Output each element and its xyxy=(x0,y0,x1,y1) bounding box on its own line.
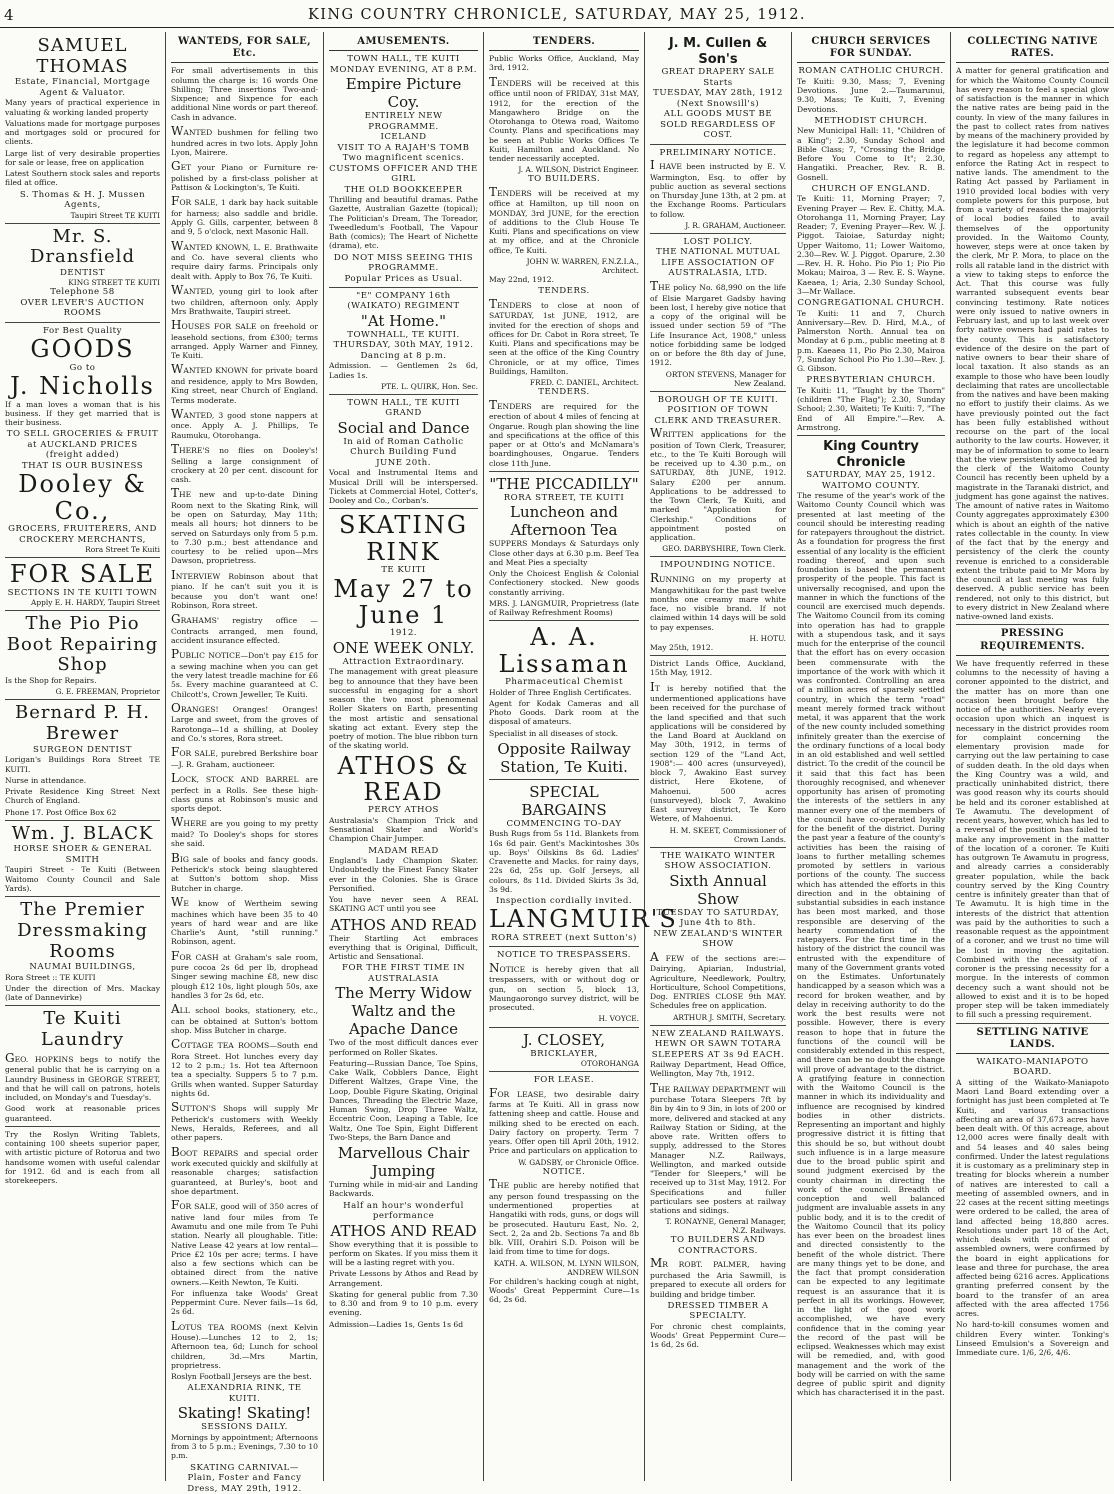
signature: FRED. C. DANIEL, Architect. xyxy=(529,378,639,388)
column-rule xyxy=(329,287,478,288)
advertisement: WRITTEN applications for the position of Town Clerk, Treasurer, etc., to the Te Kuiti Borough will be received up to 4.30 p.m., on SATURDAY, 8th JUNE, 1912. Salary £200 per annum. Applications to be addressed to the Town Clerk, Te Kuiti, and marked "Application for Clerkship." Conditions of appointment posted on application. xyxy=(650,426,786,543)
subheading: Estate, Financial, Mortgage Agent & Valuator. xyxy=(14,77,151,98)
column-rule xyxy=(5,223,160,224)
signature: W. GADSBY, or Chronicle Office. xyxy=(518,1157,639,1167)
advertisement: BOOT REPAIRS and special order work executed quickly and skilfully at reasonable charges; satisfaction guaranteed, at Burley's, boot and shoe department. xyxy=(171,1144,318,1196)
advertisement: WANTED, young girl to look after two children, afternoon only. Apply Mrs Brathwaite, Taupiri street. xyxy=(171,282,318,316)
paragraph: Vocal and Instrumental Items and Musical Drill will be interspersed. Tickets at Commercial Hotel, Cotter's, Dooley and Co., Corban's. xyxy=(329,468,478,506)
subheading: ALEXANDRIA RINK, TE KUITI. xyxy=(187,1383,302,1404)
display-line: "At Home." xyxy=(360,311,447,330)
subheading: LOST POLICY. xyxy=(683,236,753,247)
column-rule xyxy=(329,508,478,509)
signature: KATH. A. WILSON, M. LYNN WILSON, ANDREW WILSON xyxy=(493,1258,639,1277)
paragraph: Taupiri Street - Te Kuiti (Between Waitomo County Council and Sale Yards). xyxy=(5,865,160,893)
ad-headline: Boot Repairing Shop xyxy=(6,633,159,676)
advertisement: FOR LEASE, two desirable dairy farms at Te Kuiti. All in grass now fattening sheep and cattle. House and milking shed to be erected on each. Dairy factory on property. Term 7 years. Offer open till April 20th, 1912. Price and particulars on application to xyxy=(489,1085,639,1156)
paragraph: Te Kuiti: 11, Morning Prayer; 7, Evening Prayer — Rev. E. Chitty, M.A. Otorohanga 11, Morning Prayer, Lay Reader; 7, Evening Prayer—Rev. W. J. Piggot. Taioiae, Saturday night; Upper Waitomo, 11; Lower Waitomo, 2.30—Rev. W. J. Piggot. Oparure, 2.30—Rev. H. R. Hoho. Pio Pio 1; Pio Pio Mokau; Mairoa, 3 — Rev. E. S. Wayne. Kaeaea, 1; Aria, 2.30 Sunday School, 3—Mr Wallace. xyxy=(797,194,945,296)
display-headline: FOR SALE xyxy=(9,560,156,589)
subheading: CONGREGATIONAL CHURCH. xyxy=(797,298,945,309)
subheading: Inspection cordially invited. xyxy=(495,896,633,906)
subheading: (Next Snowsill's) xyxy=(676,98,760,109)
paragraph: Two of the most difficult dances ever performed on Roller Skates. xyxy=(329,1038,478,1057)
column-rule xyxy=(650,1025,786,1026)
signature: Taupiri Street TE KUITI xyxy=(70,210,160,220)
signature: T. RONAYNE, General Manager, N.Z. Railways. xyxy=(665,1217,786,1236)
display-line: Skating! Skating! xyxy=(177,1404,312,1423)
newspaper-columns xyxy=(0,32,1114,1494)
subheading: PERCY ATHOS xyxy=(368,805,439,816)
signature: PTE. L. QUIRK, Hon. Sec. xyxy=(381,381,478,391)
advertisement: RUNNING on my property at Mangawhitikau for the past twelve months one creamy mare white face, no visible brand. If not claimed within 14 days will be sold to pay expenses. xyxy=(650,570,786,632)
masthead xyxy=(0,0,1114,28)
section-heading: TENDERS. xyxy=(489,36,639,51)
signature: J. R. GRAHAM, Auctioneer. xyxy=(685,220,786,230)
paragraph: May 22nd, 1912. xyxy=(489,275,554,285)
page-number: 4 xyxy=(4,6,14,24)
paragraph: Is the Shop for Repairs. xyxy=(5,676,97,686)
paragraph: For influenza take Woods' Great Peppermint Cure. Never fails—1s 6d, 2s 6d. xyxy=(171,1288,318,1317)
subheading: WAIKATO-MANIAPOTO BOARD. xyxy=(976,1056,1089,1078)
signature: H. VOYCE. xyxy=(598,1014,639,1024)
paragraph: Te Kuiti: 9.30, Mass; 7, Evening Devotions. June 2.—Taumarunui, 9.30, Mass; Te Kuiti, 7, Evening Devotions. xyxy=(797,76,945,114)
advertisement: WANTED KNOWN, L. E. Brathwaite and Co. have several clients who require dairy farms. Principals only dealt with. Apply to Box 76, Te Kuiti. xyxy=(171,238,318,281)
column-1 xyxy=(0,32,166,1481)
column-2 xyxy=(166,32,324,1494)
subheading: GRAND xyxy=(385,408,422,419)
paragraph: Featuring—Russian Dance, Toe Spins, Cake Walk, Cobblers Dance, Eight Different Waltzes, Grape Vine, the Loop, Double Figure Skating, Original Dances, Threading the Electric Maze, Human Swing, Drop Three Waltz, Eccentric Coon, Leaping a Table, Ice Waltz, One Toe Spin, Eight Different Two-Steps, the Barn Dance and xyxy=(329,1058,478,1142)
signature: G. E. FREEMAN, Proprietor xyxy=(55,687,160,697)
display-headline: SKATING RINK xyxy=(338,511,469,566)
advertisement: GRAHAMS' registry office — Contracts arranged, men found, accident insurance effected. xyxy=(171,612,318,645)
column-rule xyxy=(650,556,786,557)
display-headline: Dooley & Co., xyxy=(18,470,147,525)
paragraph: We have frequently referred in these columns to the necessity of having a coroner appointed to the district, and the matter has on more than one occasion been brought before the notice of the authorities. Nearly every occasion upon which an inquest is necessary in the district provides room for complaint concerning the elementary provision made for carrying out the law pertaining to case of sudden death. In the old days when the King Country was a wild, and practically uninhabited district, there was good reason why its courts should be held and its coroner established at Te Awamutu. The development of recent years, however, which has led to a reversal of the position has failed to make any improvement in the matter of the location of a coroner. Te Kuiti has outgrown Te Awamutu in progress, and already carries a considerably greater population, while the back country served by the King Country centre is infinitely greater than that of Te Awamutu. It is high time in the interests of the district that attention was paid by the authorities to such a reasonable request as the appointment of a coroner, and we trust no time will be lost in moving the agitation. Combined with the necessity of a coroner is the pressing necessity for a morgue. In the interests of common decency such a want should not be allowed to exist and it is to be hoped proper step will be taken immediately to fill such a pressing requirement. xyxy=(956,658,1109,1020)
subheading: THAT IS OUR BUSINESS xyxy=(21,460,144,471)
advertisement: LOCK, STOCK AND BARREL are perfect in a Rolls. See these high-class guns at Robinson's music and sports depot. xyxy=(171,771,318,814)
subheading: "E" COMPANY 16th (WAIKATO) REGIMENT xyxy=(347,290,460,312)
advertisement: THERE'S no flies on Dooley's! Selling a large consignment of crockery at 20 per cent. discount for cash. xyxy=(171,441,318,484)
column-rule xyxy=(489,1027,639,1028)
subheading: TUESDAY TO SATURDAY, June 4th to 8th. xyxy=(656,907,780,929)
subheading: COMMENCING TO-DAY xyxy=(506,818,622,829)
paragraph: Skating for general public from 7.30 to 8.30 and from 9 to 10 p.m. every evening. xyxy=(329,1289,478,1318)
section-heading: AMUSEMENTS. xyxy=(329,36,478,51)
subheading: MONDAY EVENING, AT 8 P.M. xyxy=(330,64,477,75)
paragraph: Show everything that it is possible to perform on Skates. If you miss them it will be a lasting regret with you. xyxy=(329,1239,478,1268)
column-rule xyxy=(489,1071,639,1072)
subheading: Plain, Foster and Fancy Dress, MAY 29th, 1912. xyxy=(187,1473,302,1494)
display-line: Empire Picture Coy. xyxy=(345,75,462,112)
paragraph: Large list of very desirable properties for sale or lease, free on application xyxy=(5,148,160,167)
advertisement: IT is hereby notified that the undermentioned applications have been received for the purchase of the land specified and that such applications will be considered by the Land Board at Auckland on May 30th, 1912, in terms of section 129 of the "Land Act, 1908":— 400 acres (unsurveyed), block 7, Awakino East survey district, Here Ekotene, of Mahoenui. 500 acres (unsurveyed), block 7, Awakino East survey district, Te Koro Wetere, of Mahoenui. xyxy=(650,679,786,824)
subheading: HORSE SHOER & GENERAL SMITH xyxy=(13,844,152,865)
subheading: RORA STREET, TE KUITI xyxy=(503,492,625,503)
section-heading: PRESSING REQUIREMENTS. xyxy=(956,628,1109,655)
paragraph: SUPPERS Mondays & Saturdays only Close other days at 6.30 p.m. Beef Tea and Meat Pies a specialty xyxy=(489,539,639,567)
column-rule xyxy=(5,557,160,558)
subheading: SECTIONS IN TE KUITI TOWN xyxy=(7,587,158,598)
advertisement: TENDERS will be received at this office until noon of FRIDAY, 31st MAY, 1912, for the erection of the Mangawhero Bridge on the Otorohanga to Otewa road, Waitomo County. Plans and specifications may be seen at Public Works Offices Te Kuiti, Hamilton and Auckland. No tender necessarily accepted. xyxy=(489,74,639,164)
column-4 xyxy=(484,32,678,1481)
column-rule xyxy=(797,435,945,436)
signature: H. HOTU. xyxy=(749,633,786,643)
subheading: Go to xyxy=(69,362,96,373)
advertisement: BIG sale of books and fancy goods. Petherick's stock being slaughtered at Sutton's bottom shop. Miss Butcher in charge. xyxy=(171,850,318,893)
paragraph: Only the Choicest English & Colonial Confectionery stocked. New goods constantly arriving. xyxy=(489,569,639,597)
subheading: TUESDAY, MAY 28th, 1912 xyxy=(653,88,783,99)
advertisement: NOTICE is hereby given that all trespassers, with or without dog or gun, on section 5, block 13, Maungaorongo survey district, will be prosecuted. xyxy=(489,960,639,1013)
subheading: CUSTOMS OFFICER AND THE GIRL xyxy=(329,163,478,185)
display-headline: May 27 to June 1 xyxy=(333,574,474,630)
paragraph: For children's hacking cough at night, Woods' Great Peppermint Cure—1s 6d, 2s 6d. xyxy=(489,1276,639,1305)
paragraph: Private Lessons by Athos and Read by Arrangement. xyxy=(329,1269,478,1288)
column-rule xyxy=(5,699,160,700)
column-rule xyxy=(650,847,786,848)
signature: ARTHUR J. SMITH, Secretary. xyxy=(673,1012,786,1022)
subheading: NOTICE TO TRESPASSERS. xyxy=(496,950,632,961)
subheading: WAITOMO COUNTY. xyxy=(821,480,921,491)
advertisement: FOR CASH at Graham's sale room, pure cocoa 2s 6d per lb, drophead Singer sewing machine £8, new disc plough £12 10s, light plough 50s, axe handles 3 for 2s 6d, etc. xyxy=(171,948,318,1000)
paragraph: Agent for Kodak Cameras and all Photo Goods. Dark room at the disposal of amateurs. xyxy=(489,698,639,727)
paragraph: Valuations made for mortgage purposes and mortgages sold or procured for clients. xyxy=(5,118,160,147)
subheading: PRELIMINARY NOTICE. xyxy=(659,147,777,158)
display-headline: LANGMUIR'S xyxy=(489,905,678,934)
paragraph: Rora Street :: TE KUITI xyxy=(5,972,96,982)
subheading: CHURCH OF ENGLAND. xyxy=(811,183,931,194)
paragraph: Holder of Three English Certificates. xyxy=(489,687,632,697)
column-rule xyxy=(956,1023,1109,1024)
advertisement: LOTUS TEA ROOMS (next Kelvin House).—Lunches 12 to 2, 1s; Afternoon tea, 6d; Lunch for school children, 3d.—Mrs Martin, proprietress. xyxy=(171,1318,318,1370)
signature: Rora Street Te Kuiti xyxy=(85,545,160,555)
subheading: ALL GOODS MUST BE SOLD REGARDLESS OF COST. xyxy=(660,109,776,141)
subheading: METHODIST CHURCH. xyxy=(814,115,928,126)
subheading: ROMAN CATHOLIC CHURCH. xyxy=(798,66,944,77)
subheading: THE NATIONAL MUTUAL LIFE ASSOCIATION OF AUSTRALASIA, LTD. xyxy=(656,247,780,279)
advertisement: THE RAILWAY DEPARTMENT will purchase Totara Sleepers 7ft by 8in by 4in to 9 3in, in lots of 200 or more, delivered and stacked at any Railway Station or Siding, at the above rate. Written offers to supply, addressed to the Stores Manager N.Z. Railways, Wellington, and marked outside "Tender for Sleepers," will be received up to 31st May, 1912. For Specifications and fuller particulars see posters at railway stations and sidings. xyxy=(650,1080,786,1216)
paragraph: For small advertisements in this column the charge is: 16 words One Shilling; Three insertions Two-and-Sixpence; and Sixpence for each additional Nine words or part thereof. Cash in advance. xyxy=(171,66,318,122)
subheading: S. Thomas & H. J. Mussen Agents, xyxy=(19,189,146,211)
column-rule xyxy=(956,624,1109,625)
advertisement: THE public are hereby notified that any person found trespassing on the undermentioned properties at Hangatiki with rods, guns, or dogs will be prosecuted. Hauturu East, No. 2, Sect. 2, 2a and 2b. Sections 7a and 8b blk. VIII, Orahiri S.D. Poison will be laid from time to time for dogs. xyxy=(489,1177,639,1257)
display-line: Marvellous Chair Jumping xyxy=(337,1144,470,1181)
paragraph: Lorigan's Buildings Rora Street TE KUITI. xyxy=(5,755,160,774)
subheading: SKATING CARNIVAL— xyxy=(190,1462,299,1473)
advertisement: I HAVE been instructed by E. V. Warmington, Esq. to offer by public auction as several sections on Thursday June 13th, at 2 pm. at the Exchange Rooms. Particulars to follow. xyxy=(650,158,786,219)
paragraph: If a man loves a woman that is his business. If they get married that is their business. xyxy=(5,399,160,428)
column-rule xyxy=(650,144,786,145)
paragraph: Specialist in all diseases of stock. xyxy=(489,728,619,738)
paragraph: A matter for general gratification and for which the Waitomo County Council has every reason to feel a special glow of satisfaction is the manner in which the native rates are being paid in the county. In view of the many failures in the past to collect rates from natives by means of the machinery provided by the legislature it had become common to regard as hopeless any attempt to enforce the Rating Act in respect to native lands. The amendment to the Rating Act passed by Parliament in 1910 provided local bodies with very complete powers for this purpose, but from a variety of reasons the majority of local bodies failed to avail themselves of the opportunity provided. In the Waitomo County, however, steps were at once taken by the clerk, Mr P. Mora, to place on the rolls all ratable land in the district with a view to taking steps to enforce the Act. That this course was fully warranted subsequent events bear convincing testimony. Rate notices were only issued to native owners in February last, and up to last week over forty native owners had paid rates to the county. This is satisfactory evidence of the desire on the part of native owners to bear their share of local taxation. It also stands as an example to those who have been loudly declaiming that rates are uncollectable from the natives and have been making no effort to justify their claims. As we have previously pointed out the fact has been fully established without recourse on the part of the local authority to the law courts. However, it may be of information to some to learn that the view persistently advocated by the clerk of the Waitomo County Council has recently been upheld by a magistrate in the Taranaki district, and judgment has gone against the natives. The amount of native rates in Waitomo County aggregates approximately £300 which is about an eighth of the native rates collectable in the county. In view of the fact that by the energy and persistency of the clerk the county revenue is enriched to a considerable extent the tribute paid to Mr Mora by the council at last meeting was fully deserved. A public service has been rendered, not only to this district, but to every district in New Zealand where native-owned land exists. xyxy=(956,66,1109,622)
section-heading: CHURCH SERVICES FOR SUNDAY. xyxy=(797,36,945,63)
signature: KING STREET TE KUITI xyxy=(68,278,160,288)
section-heading: COLLECTING NATIVE RATES. xyxy=(956,36,1109,63)
display-headline: J. Nicholls xyxy=(10,372,155,401)
column-rule xyxy=(5,896,160,897)
subheading: GREAT DRAPERY SALE xyxy=(661,67,775,78)
display-line: ATHOS AND READ xyxy=(330,1221,477,1240)
subheading: BRICKLAYER, xyxy=(530,1048,598,1059)
column-3 xyxy=(324,32,484,1481)
subheading: POSITION OF TOWN CLERK AND TREASURER. xyxy=(654,405,782,426)
subheading: TO SELL GROCERIES & FRUIT at AUCKLAND PRICES xyxy=(6,429,159,450)
column-rule xyxy=(489,471,639,472)
paragraph: Nurse in attendance. xyxy=(5,775,87,785)
advertisement: FOR SALE, purebred Berkshire boar—J. R. Graham, auctioneer. xyxy=(171,745,318,769)
subheading: THURSDAY, 30th MAY, 1912. xyxy=(333,340,474,351)
subheading: BOROUGH OF TE KUITI. xyxy=(657,394,779,405)
subheading: TENDERS. xyxy=(538,387,590,398)
advertisement: A FEW of the sections are:—Dairying, Apiarian, Industrial, Agriculture, Needlework, Poultry, Horticulture, School Competitions, Dog. ENTRIES CLOSE 9th MAY. Schedules free on application. xyxy=(650,949,786,1011)
advertisement: GEO. HOPKINS begs to notify the general public that he is carrying on a Laundry Business in GEORGE STREET, and that he will call on patrons, hotels included, on Monday's and Tuesday's. xyxy=(5,1050,160,1103)
advertisement: WANTED bushmen for felling two hundred acres in two lots. Apply John Lyon, Mairere. xyxy=(171,123,318,157)
subheading: THE OLD BOOKKEEPER xyxy=(344,184,463,195)
display-line: SPECIAL BARGAINS xyxy=(521,782,607,819)
subheading: HEWN OR SAWN TOTARA SLEEPERS AT 3s 9d EACH. xyxy=(651,1039,785,1060)
ad-headline: The Pio Pio xyxy=(25,613,140,635)
display-line: Opposite Railway Station, Te Kuiti. xyxy=(497,739,631,776)
advertisement: WANTED KNOWN for private board and residence, apply to Mrs Bowden, King street, near Church of England. Terms moderate. xyxy=(171,362,318,405)
paragraph: Railway Department, Head Office, Wellington, May 7th, 1912. xyxy=(650,1060,786,1079)
newspaper-title: KING COUNTRY CHRONICLE, SATURDAY, MAY 25, 1912. xyxy=(308,7,806,23)
subheading: JUNE 20th. xyxy=(376,457,431,468)
subheading: Dancing at 8 p.m. xyxy=(360,350,447,361)
advertisement: MR ROBT. PALMER, having purchased the Aria Sawmill, is prepared to execute all orders for building and bridge timber. xyxy=(650,1256,786,1299)
column-rule xyxy=(650,391,786,392)
subheading: 1912. xyxy=(389,628,418,639)
subheading: THE WAIKATO WINTER SHOW ASSOCIATION. xyxy=(660,850,776,872)
subheading: IMPOUNDING NOTICE. xyxy=(660,560,776,571)
paragraph: Mornings by appointment; Afternoons from 3 to 5 p.m.; Evenings, 7.30 to 10 p.m. xyxy=(171,1432,318,1461)
column-rule xyxy=(5,610,160,611)
display-line: Sixth Annual Show xyxy=(669,871,767,908)
paragraph: Roslyn Football Jerseys are the best. xyxy=(171,1372,312,1382)
paragraph: Private Residence King Street Next Church of England. xyxy=(5,787,160,806)
display-line: The Merry Widow Waltz and the Apache Dance xyxy=(335,984,472,1039)
display-headline: ATHOS & READ xyxy=(337,751,470,807)
advertisement: ALL school books, stationery, etc., can be obtained at Sutton's bottom shop. Miss Butcher in charge. xyxy=(171,1002,318,1035)
paragraph: Admission—Ladies 1s, Gents 1s 6d xyxy=(329,1319,464,1329)
paragraph: Latest Southern stock sales and reports filed at office. xyxy=(5,169,160,188)
paragraph: The resume of the year's work of the Waitomo County Council which was presented at last meeting of the council should be interesting reading for ratepayers throughout the district. As a foundation for progress the first essential of any locality is the efficient roading thereof, and upon such foundation is based the permanent prosperity of the people. This fact is universally recognised, and upon the manner in which the functions of the council are exercised much depends. The Waitomo Council from its coming into operation has had to grapple with a stupendous task, and it says much for the enterprise of the council that the effort has on every occasion been commensurate with the importance of the work with which it was confronted. Controlling an area of a million acres of sparsely settled country, in which the term "road" meant merely formed track without metal, it was apparent that the work of the new county included something infinitely greater than the exercise of the ordinary functions of a local body in an old established and well settled district. To the credit of the council be it said that this fact has been thoroughly recognised, and whenever opportunity has arisen of promoting the interests of the settlers in any manner every one of the members of the council have co-operated loyally for the benefit of the district. During the past year a feature of the county's activities has been the raising of loans to further metalling schemes promoted by settlers in various portions of the county. The success which has attended the efforts in this direction and in the obtaining of substantial subsidies in each instance has been most marked, and those responsible are deserving of the hearty commendation of the ratepayers. For the first time in the history of the district the council was entrusted with the expenditure of many of the Government grants voted on the Estimates. Unfortunately handicapped by a season which was a record for broken weather, and by delay in receiving authority to do the work the best results were not possible. However, there is every reason to hope that in future the functions of the council will be considerably extended in this respect, and there can be no doubt the change will prove of advantage to the district. A gratifying feature in connection with the Waitomo Council is the manner in which its individuality and influence are recognised by kindred bodies in other districts. Representing an important and highly progressive district it is fitting that this should be so, but without doubt such influence is in a large measure due to the broad public spirit and sound judgment exercised by the county chairman in directing the work of the council. Breadth of conception and well balanced judgment are invaluable assets in any public body, and it is to the credit of the Waitomo Council that its policy has ever been on the broadest lines and directed consistently to the benefit of the whole district. There are many things yet to be done, and the fact that prompt consideration can be expected to any legitimate request is an assurance that it is perfect in all its workings. However, in the light of the good work accomplished, we have every confidence that in the coming year the record of the past will be eclipsed. Weaknesses which may exist will be remedied, and, with good management and the work of the body will be carried on with the same degree of public spirit and dignity which has characterised it in the past. xyxy=(797,491,946,1398)
column-7 xyxy=(951,32,1114,1481)
subheading: Popular Prices as Usual. xyxy=(344,273,463,284)
ad-headline: Bernard P. H. Brewer xyxy=(15,702,150,745)
subheading: NEW ZEALAND RAILWAYS. xyxy=(651,1028,785,1039)
subheading: NEW ZEALAND'S WINTER SHOW xyxy=(653,928,783,950)
display-line: Social and Dance xyxy=(337,418,470,437)
paragraph: Public Works Office, Auckland, May 3rd, 1912. xyxy=(489,54,639,73)
subheading: FOR THE FIRST TIME IN AUSTRALASIA xyxy=(342,963,465,984)
paragraph: Thrilling and beautiful dramas. Pathe Gazette, Australian Gazette (topical); The Politician's Dream, The Toreador, Tweedledum's Football, The Vapour Bath (comics); The Heart of Nichette (drama), etc. xyxy=(329,195,478,251)
paragraph: The management with great pleasure beg to announce that they have been successful in engaging for a short season the two most phenomenal Roller Skaters on Earth, presenting the most artistic and sensational skating act extant. Every step the poetry of motion. The blue ribbon turn of the skating world. xyxy=(329,667,478,751)
subheading: DO NOT MISS SEEING THIS PROGRAMME. xyxy=(333,252,474,274)
column-6 xyxy=(792,32,951,1481)
paragraph: Bush Rugs from 5s 11d. Blankets from 16s 6d pair. Gent's Mackintoshes 30s up. Boys' Oilskins 8s 6d. Ladies' Cravenette and Macks. for rainy days, 22s 6d, 25s up. Golf Jerseys, all colours, 8s 11d. Divided Skirts 3s 3d, 3s 9d. xyxy=(489,829,639,894)
signature: OTOROHANGA xyxy=(580,1058,639,1068)
subheading: TO BUILDERS AND CONTRACTORS. xyxy=(670,1235,766,1256)
subheading: SATURDAY, MAY 25, 1912. xyxy=(806,470,936,481)
ad-headline: The Premier Dressmaking Rooms xyxy=(17,899,148,962)
paragraph: Turning while in mid-air and Landing Backwards. xyxy=(329,1180,478,1199)
column-rule xyxy=(5,1126,160,1127)
paragraph: Australasia's Champion Trick and Sensational Skater and World's Champion Chair Jumper. xyxy=(329,815,478,844)
subheading: MADAM READ xyxy=(368,845,439,856)
subheading: SESSIONS DAILY. xyxy=(201,1422,288,1433)
paragraph: No hard-to-kill consumes women and children Every winter. Tonking's Linseed Emulsion's a Sovereign and Immediate cure. 1/6, 2/6, 4/6. xyxy=(956,1320,1109,1358)
subheading: VISIT TO A RAJAH'S TOMB xyxy=(337,142,470,153)
paragraph: Under the direction of Mrs. Mackay (late of Dannevirke) xyxy=(5,983,160,1003)
paragraph: Phone 17. Post Office Box 62 xyxy=(5,807,117,817)
subheading: TOWNHALL, TE KUITI. xyxy=(347,329,460,340)
paragraph: You have never seen A REAL SKATING ACT until you see xyxy=(329,895,478,914)
subheading: TENDERS. xyxy=(538,286,590,297)
subheading: ICELAND xyxy=(380,132,427,143)
advertisement: TENDERS will be received at my office at Hamilton, up till noon on MONDAY, 3rd JUNE, for the erection of additions to the Club House Te Kuiti. Plans and specifications on view at my office, and at the Chronicle office, Te Kuiti. xyxy=(489,184,639,255)
subheading: RORA STREET (next Sutton's) xyxy=(491,932,637,943)
paragraph: Many years of practical experience in valuating & working landed property xyxy=(5,98,160,117)
subheading: (freight added) xyxy=(45,450,120,461)
subheading: Two magnificent scenics. xyxy=(342,153,465,164)
paragraph: For chronic chest complaints, Woods' Great Peppermint Cure—1s 6d, 2s 6d. xyxy=(650,1321,786,1350)
paragraph: A sitting of the Waikato-Maniapoto Maori Land Board extending over a fortnight has just been completed at Te Kuiti, and various transactions affecting an area of 37,673 acres have been dealt with. Of this acreage, about 12,000 acres were finally dealt with and 54 leases and 40 sales being confirmed. Under the latest regulations it is customary as a preliminary step in treating for blocks wherein a number of natives are interested to call a meeting of assembled owners, and in 22 cases at the recent sitting meetings were ordered to be called, the area of land affected being 18,880 acres. Resolutions under part 18 of the Act, which deals with purchases of assembled owners, were confirmed by the board in eight applications for lease and three for purchase, the area affected being 6216 acres. Applications granting preferred consent by the board to the transfer of an area affected with the area affected 1756 acres. xyxy=(956,1077,1109,1319)
ad-headline: SAMUEL THOMAS xyxy=(36,35,129,77)
column-rule xyxy=(5,820,160,821)
subheading: TOWN HALL, TE KUITI xyxy=(347,54,460,65)
subheading: FOR LEASE. xyxy=(533,1075,595,1086)
display-line: Luncheon and Afternoon Tea xyxy=(510,503,618,540)
advertisement: ORANGES! Oranges! Oranges! Large and sweet, from the groves of Rarotonga—1d a shilling, at Dooley and Co.'s stores, Rora street. xyxy=(171,700,318,743)
subheading: DRESSED TIMBER A SPECIALTY. xyxy=(667,1300,769,1322)
paragraph: Good work at reasonable prices guaranteed. xyxy=(5,1104,160,1123)
advertisement: TENDERS to close at noon of SATURDAY, 1st JUNE, 1912, are invited for the erection of shops and offices for Dr. Cabot in Rora street, Te Kuiti. Plans and specifications may be seen at the office of the King Country Chronicle, or at my office, Times Buildings, Hamilton. xyxy=(489,296,639,376)
display-headline: GOODS xyxy=(30,335,135,364)
paragraph: New Municipal Hall: 11, "Children of a King"; 2.30, Sunday School and Bible Class; 7, "Crossing the Bridge Before You Come to It"; 2.30, Hangatiki. Preacher, Rev. R. B. Gosnell. xyxy=(797,126,945,182)
advertisement: FOR SALE, good will of 350 acres of native land four miles from Te Awamutu and one mile from Te Puhi station. Nearly all ploughable. Title: Native Lease 42 years at low rental—Price £2 10s per acre; terms. I have also a few sections which can be obtained direct from the native owners.—Keith Newton, Te Kuiti. xyxy=(171,1198,318,1287)
subheading: TOWN HALL, TE KUITI xyxy=(347,397,460,408)
subheading: Half an hour's wonderful performance xyxy=(343,1200,464,1222)
advertisement: WHERE are you going to my pretty maid? To Dooley's shops for stores she said. xyxy=(171,815,318,849)
column-rule xyxy=(5,1005,160,1006)
advertisement: GET your Piano or Furniture re-polished by a first-class polisher at Pattison & Lockington's, Te Kuiti. xyxy=(171,159,318,192)
advertisement: PUBLIC NOTICE—Don't pay £15 for a sewing machine when you can get the very latest treadle machine for £6 5s. Every machine guaranteed at C. Chilcott's, Crown Jeweller, Te Kuiti. xyxy=(171,647,318,699)
paragraph: Admission. — Gentlemen 2s 6d, Ladies 1s. xyxy=(329,361,478,380)
subheading: Pharmaceutical Chemist xyxy=(505,677,623,688)
paragraph: May 25th, 1912. xyxy=(650,642,714,652)
signature: Apply E. H. HARDY, Taupiri Street xyxy=(31,598,160,608)
subheading: Attraction Extraordinary. xyxy=(342,656,465,667)
signature: JOHN W. WARREN, F.N.Z.I.A., Architect. xyxy=(526,256,639,275)
ad-headline: Te Kuiti Laundry xyxy=(40,1008,125,1051)
column-rule xyxy=(650,233,786,234)
subheading: In aid of Roman Catholic Church Building Fund xyxy=(343,436,464,458)
subheading: ENTIRELY NEW PROGRAMME. xyxy=(364,111,443,132)
signature: H. M. SKEET, Commissioner of Crown Lands. xyxy=(669,825,786,844)
section-heading: SETTLING NATIVE LANDS. xyxy=(956,1027,1109,1054)
display-headline: A. A. Lissaman xyxy=(498,623,630,678)
subheading: NAUMAI BUILDINGS, xyxy=(29,962,136,973)
subheading: Telephone 58 xyxy=(50,287,115,298)
subheading: For Best Quality xyxy=(42,325,122,336)
advertisement: WANTED, 3 good stone nappers at once. Apply A. J. Phillips, Te Raumuku, Otorohanga. xyxy=(171,406,318,440)
column-5 xyxy=(645,32,792,1481)
display-line: J. CLOSEY, xyxy=(522,1030,606,1049)
advertisement: SUTTON'S Shops will supply Mr Petherick's customers with Weekly News, Heralds, Referees, and all other papers. xyxy=(171,1100,318,1143)
advertisement: COTTAGE TEA ROOMS—South end Rora Street. Hot lunches every day 12 to 2 p.m.; 1s. Hot tea Afternoon tea a specialty. Suppers 5 to 7 p.m. Grills when wanted. Supper Saturday nights 6d. xyxy=(171,1037,318,1098)
subheading: NOTICE. xyxy=(542,1166,586,1177)
masthead-heading: King Country Chronicle xyxy=(823,439,919,470)
paragraph: MRS. J. LANGMUIR, Proprietress (late of Railway Refreshment Rooms) xyxy=(489,598,639,617)
display-line: ONE WEEK ONLY. xyxy=(332,638,475,657)
paragraph: Their Startling Act embraces everything that is Original, Difficult, Artistic and Sensational. xyxy=(329,933,478,962)
paragraph: Try the Roslyn Writing Tablets, containing 100 sheets superior paper, with artistic picture of Rotorua and two handsome women with useful calendar for 1912. 6d and is each from all storekeepers. xyxy=(5,1129,160,1186)
column-rule xyxy=(329,394,478,395)
advertisement: HOUSES FOR SALE on freehold or leasehold sections, from £300; terms arranged. Apply Warner and Finney, Te Kuiti. xyxy=(171,318,318,361)
masthead-heading: J. M. Cullen & Son's xyxy=(668,36,768,67)
paragraph: Te Kuiti: 11 and 7, Church Anniversary—Rev. D. Hird, M.A., of Palmerston North. Annual tea on Monday at 6 p.m., public meeting at 8 p.m. Kaeaea 11, Pio Pio 2.30, Mairoa 7, Sunday School Pio Pio 1.30—Rev. J. G. Gibson. xyxy=(797,308,945,374)
display-line: "THE PICCADILLY" xyxy=(489,474,639,493)
paragraph: England's Lady Champion Skater. Undoubtedly the Finest Fancy Skater ever in the Colonies. She is Grace Personified. xyxy=(329,856,478,893)
ad-headline: Mr. S. Dransfield xyxy=(30,225,135,268)
subheading: DENTIST xyxy=(60,267,105,278)
section-heading: WANTEDS, FOR SALE, Etc. xyxy=(171,36,318,63)
advertisement: THE policy No. 68,990 on the life of Elsie Margaret Gadsby having been lost, I hereby give notice that a copy of the original will be issued under section 59 of "The Life Insurance Act, 1908," unless notice forbidding same be lodged on or before the 8th day of June, 1912. xyxy=(650,278,786,368)
subheading: TE KUITI xyxy=(381,565,426,576)
column-rule xyxy=(489,779,639,780)
advertisement: FOR SALE, 1 dark bay hack suitable for harness; also saddle and bridle. Apply G. Gills, carpenter, between 8 and 9, 5 o'clock, next Masonic Hall. xyxy=(171,194,318,237)
advertisement: INTERVIEW Robinson about that piano. If he can't suit you it is because you don't want one! Robinson, Rora street. xyxy=(171,567,318,610)
paragraph: District Lands Office, Auckland, 15th May, 1912. xyxy=(650,659,786,678)
advertisement: TENDERS are required for the erection of about 4 miles of fencing at Ongarue. Rough plan showing the line and specifications at the office of this paper or at Otto's and McNamara's boardinghouses, Ongarue. Tenders close 11th June. xyxy=(489,397,639,468)
signature: J. A. WILSON, District Engineer. xyxy=(518,165,639,175)
subheading: Starts xyxy=(703,77,733,88)
display-line: ATHOS AND READ xyxy=(330,915,477,934)
subheading: TO BUILDERS. xyxy=(527,174,601,185)
signature: ORTON STEVENS, Manager for New Zealand. xyxy=(665,369,786,388)
subheading: PRESBYTERIAN CHURCH. xyxy=(806,375,936,386)
advertisement: THE new and up-to-date Dining Room next to the Skating Rink, will be open on Saturday, May 11th; meals all hours; hot dinners to be served on Saturdays only from 5 p.m. to 7.30 p.m.; best attendance and courtesy to be relied upon—Mrs Dawson, proprietress. xyxy=(171,486,318,566)
ad-headline: Wm. J. BLACK xyxy=(11,822,154,844)
column-rule xyxy=(650,655,786,656)
subheading: GROCERS, FRUITERERS, AND CROCKERY MERCHANTS, xyxy=(8,524,157,545)
column-rule xyxy=(489,946,639,947)
paragraph: Te Kuiti: 11, "Taught by the Thorn" (children "The Flag"); 2.30, Sunday School; 2.30, Waiteti; Te Kuiti: 7, "The End of All Empire."—Rev. A. Armstrong. xyxy=(797,385,945,432)
signature: GEO. DARBYSHIRE, Town Clerk. xyxy=(662,544,786,554)
subheading: SURGEON DENTIST xyxy=(33,744,132,755)
subheading: OVER LEVER'S AUCTION ROOMS xyxy=(20,297,145,319)
advertisement: WE know of Wertheim sewing machines which have been 35 to 40 years of hard wear and are like Charlie's Aunt, "still running." Robinson, agent. xyxy=(171,894,318,947)
column-rule xyxy=(5,322,160,323)
column-rule xyxy=(489,620,639,621)
